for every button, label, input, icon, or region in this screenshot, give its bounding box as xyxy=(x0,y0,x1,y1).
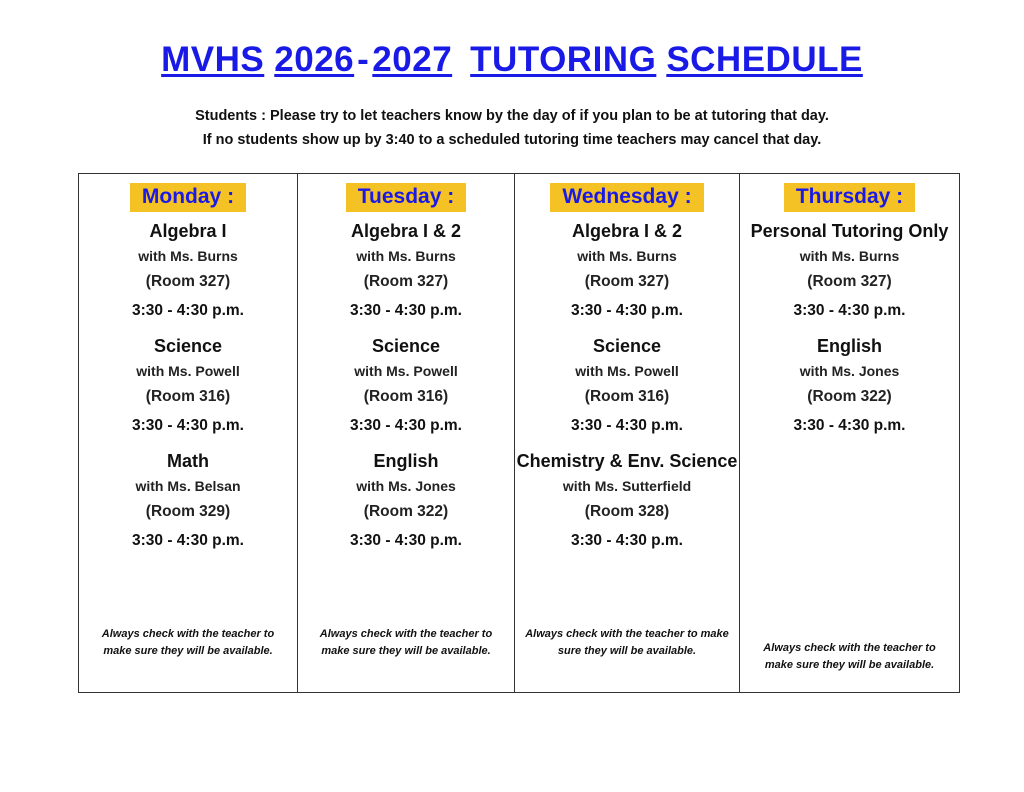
tutoring-session xyxy=(298,333,514,441)
day-header: Tuesday : xyxy=(346,183,466,212)
session-room: (Room 327) xyxy=(145,273,231,290)
session-teacher: with Ms. Burns xyxy=(356,248,456,264)
availability-note: Always check with the teacher to make sure they will be available. xyxy=(101,628,275,657)
session-teacher: with Ms. Belsan xyxy=(135,478,241,494)
title-dash: - xyxy=(357,40,370,79)
title-schedule: SCHEDULE xyxy=(666,40,863,79)
schedule-table xyxy=(78,173,960,693)
day-header: Wednesday : xyxy=(550,183,703,212)
title-year-start: 2026 xyxy=(274,40,355,79)
tutoring-session xyxy=(740,218,959,326)
session-subject: Science xyxy=(153,336,223,356)
session-subject: Chemistry & Env. Science xyxy=(516,451,738,471)
tutoring-session xyxy=(79,448,297,556)
session-subject: Personal Tutoring Only xyxy=(750,221,949,241)
tutoring-session xyxy=(740,333,959,441)
session-room: (Room 327) xyxy=(807,273,892,290)
intro-lead: Students : xyxy=(195,108,266,124)
tutoring-session xyxy=(79,333,297,441)
session-teacher: with Ms. Powell xyxy=(575,363,679,379)
day-column-wednesday xyxy=(515,174,740,693)
day-column-tuesday xyxy=(298,174,515,693)
day-column-thursday xyxy=(740,174,960,693)
availability-note: Always check with the teacher to make sure they will be available. xyxy=(319,628,493,657)
session-teacher: with Ms. Jones xyxy=(356,478,456,494)
session-time: 3:30 - 4:30 p.m. xyxy=(350,302,462,319)
session-subject: Math xyxy=(167,451,209,471)
session-time: 3:30 - 4:30 p.m. xyxy=(132,417,244,434)
tutoring-session xyxy=(515,218,739,326)
session-teacher: with Ms. Powell xyxy=(354,363,458,379)
session-subject: Science xyxy=(371,336,441,356)
page-title xyxy=(0,40,1024,80)
session-subject: Algebra I xyxy=(149,221,227,241)
session-room: (Room 327) xyxy=(584,273,670,290)
intro-line-1-text: Please try to let teachers know by the day of if you plan to be at tutoring that day. xyxy=(265,108,829,124)
session-time: 3:30 - 4:30 p.m. xyxy=(350,417,462,434)
intro-line-2: If no students show up by 3:40 to a scheduled tutoring time teachers may cancel that day. xyxy=(202,132,822,148)
session-time: 3:30 - 4:30 p.m. xyxy=(350,532,462,549)
session-subject: Science xyxy=(592,336,662,356)
session-teacher: with Ms. Jones xyxy=(799,363,900,379)
session-teacher: with Ms. Burns xyxy=(138,248,238,264)
day-header: Monday : xyxy=(130,183,246,212)
availability-note: Always check with the teacher to make sure they will be available. xyxy=(525,628,729,657)
tutoring-session xyxy=(298,448,514,556)
session-room: (Room 329) xyxy=(145,503,231,520)
tutoring-session xyxy=(298,218,514,326)
session-room: (Room 328) xyxy=(584,503,670,520)
session-time: 3:30 - 4:30 p.m. xyxy=(793,417,906,434)
title-tutoring: TUTORING xyxy=(470,40,657,79)
session-time: 3:30 - 4:30 p.m. xyxy=(571,417,683,434)
session-room: (Room 322) xyxy=(807,388,892,405)
session-teacher: with Ms. Burns xyxy=(577,248,677,264)
session-time: 3:30 - 4:30 p.m. xyxy=(132,532,244,549)
title-year-end: 2027 xyxy=(372,40,453,79)
session-subject: English xyxy=(373,451,439,471)
session-time: 3:30 - 4:30 p.m. xyxy=(132,302,244,319)
intro-text xyxy=(0,104,1024,152)
session-subject: Algebra I & 2 xyxy=(350,221,462,241)
tutoring-session xyxy=(515,333,739,441)
session-room: (Room 316) xyxy=(363,388,449,405)
session-subject: Algebra I & 2 xyxy=(571,221,683,241)
session-room: (Room 316) xyxy=(584,388,670,405)
session-teacher: with Ms. Powell xyxy=(136,363,240,379)
intro-line-1 xyxy=(0,104,1024,128)
availability-note: Always check with the teacher to make sure they will be available. xyxy=(763,642,936,671)
session-room: (Room 322) xyxy=(363,503,449,520)
session-time: 3:30 - 4:30 p.m. xyxy=(571,302,683,319)
session-teacher: with Ms. Burns xyxy=(799,248,900,264)
session-room: (Room 327) xyxy=(363,273,449,290)
day-column-monday xyxy=(79,174,298,693)
title-school: MVHS xyxy=(161,40,265,79)
day-header: Thursday : xyxy=(784,183,915,212)
session-time: 3:30 - 4:30 p.m. xyxy=(793,302,906,319)
session-subject: English xyxy=(816,336,882,356)
session-time: 3:30 - 4:30 p.m. xyxy=(571,532,683,549)
session-teacher: with Ms. Sutterfield xyxy=(562,478,692,494)
session-room: (Room 316) xyxy=(145,388,231,405)
tutoring-session xyxy=(515,448,739,556)
tutoring-session xyxy=(79,218,297,326)
